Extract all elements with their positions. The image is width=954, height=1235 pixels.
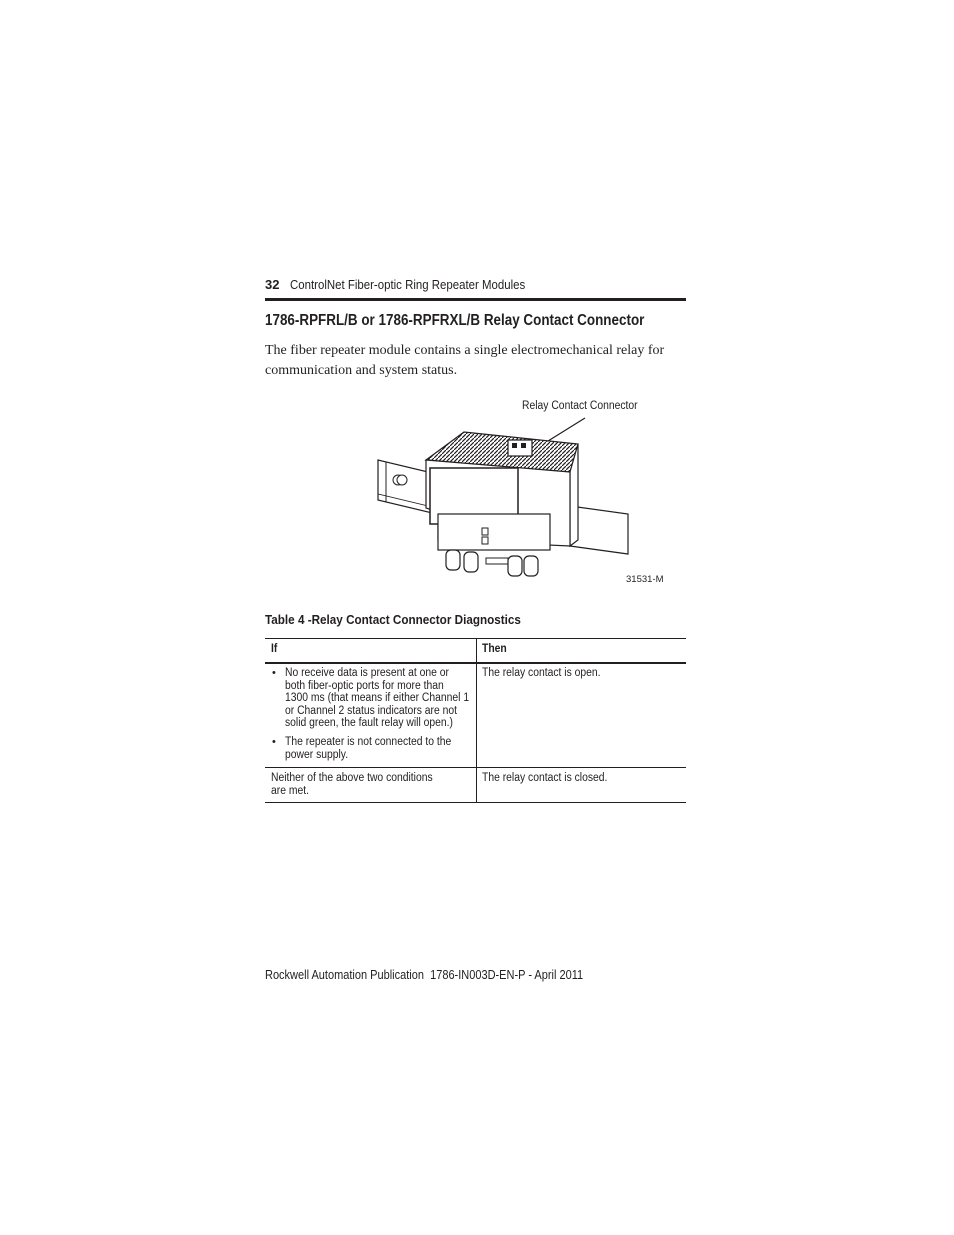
table-cell-if: Neither of the above two conditions are met.	[271, 772, 433, 797]
figure-id: 31531-M	[626, 574, 664, 585]
table-header-then: Then	[482, 643, 507, 655]
table-cell-then: The relay contact is closed.	[482, 772, 608, 784]
running-header-title: ControlNet Fiber-optic Ring Repeater Modules	[290, 277, 526, 292]
body-paragraph: The fiber repeater module contains a single electromechanical relay for communication and system status.	[265, 343, 665, 378]
section-heading: 1786-RPFRL/B or 1786-RPFRXL/B Relay Contact Connector	[265, 312, 645, 329]
header-rule	[265, 298, 686, 301]
table-column-divider	[476, 638, 477, 803]
relay-module-illustration	[370, 410, 640, 590]
page-number: 32	[265, 277, 280, 292]
table-cell-if-bullet: No receive data is present at one or both fiber-optic ports for more than 1300 ms (that means if either Channel 1 or Channel 2 status indicators are not solid green, the fault relay will open.)	[285, 667, 470, 729]
footer-publication: Rockwell Automation Publication 1786-IN003D-EN-P - April 2011	[265, 968, 584, 982]
bullet-icon: •	[272, 667, 276, 679]
table-cell-then: The relay contact is open.	[482, 667, 601, 679]
bullet-icon: •	[272, 736, 276, 748]
figure-callout-label: Relay Contact Connector	[522, 400, 638, 412]
table-cell-if-bullet: The repeater is not connected to the power supply.	[285, 736, 452, 761]
table-caption: Table 4 -Relay Contact Connector Diagnostics	[265, 612, 521, 627]
table-header-if: If	[271, 643, 278, 655]
